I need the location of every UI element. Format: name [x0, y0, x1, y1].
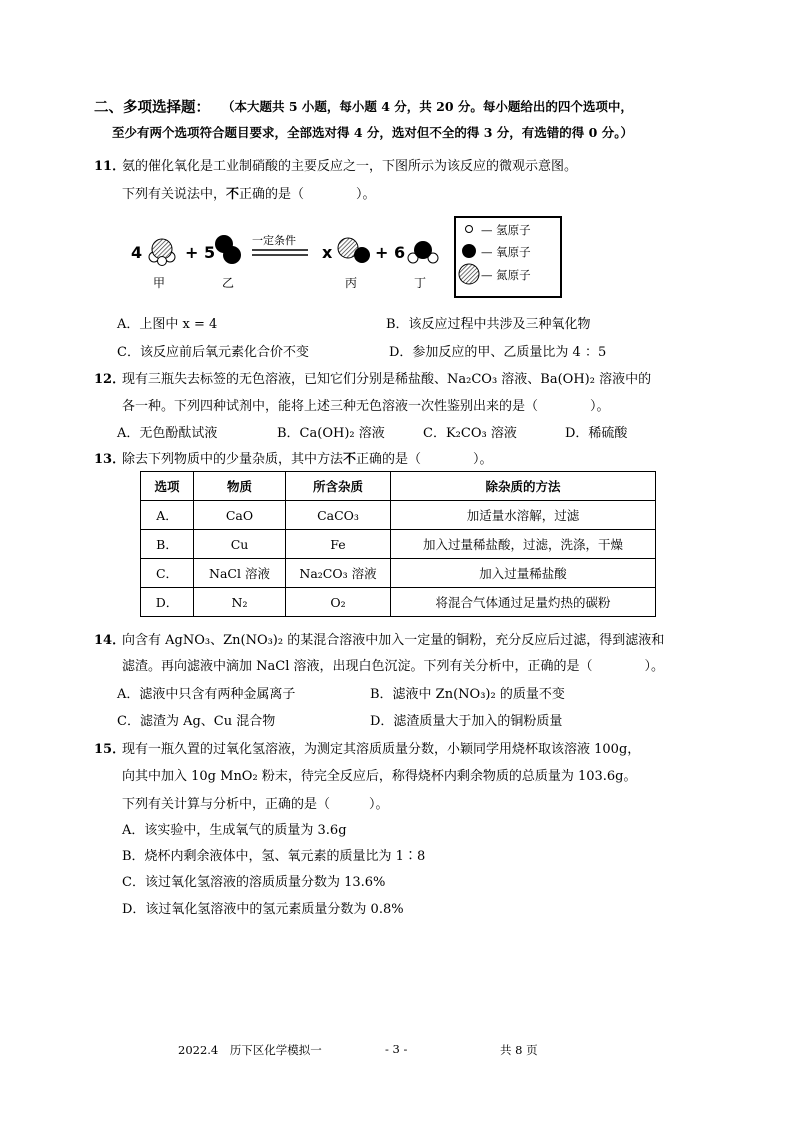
table-cell: CaCO₃ — [286, 501, 391, 530]
coef-bing: x — [322, 243, 333, 262]
q12-option-b: B．Ca(OH)₂ 溶液 — [277, 426, 385, 441]
table-header-row — [141, 472, 656, 501]
q15-option-c: C．该过氧化氢溶液的溶质质量分数为 13.6% — [122, 875, 386, 890]
water-molecule-icon — [405, 236, 441, 266]
section-note-line2: 至少有两个选项符合题目要求，全部选对得 4 分，选对但不全的得 3 分，有选错的得 0 分。） — [112, 125, 633, 140]
table-header-cell: 物质 — [194, 472, 286, 501]
q14-number: 14． — [94, 633, 126, 648]
ammonia-molecule-icon — [144, 236, 180, 266]
q14-option-b: B．滤液中 Zn(NO₃)₂ 的质量不变 — [370, 687, 565, 702]
table-cell: Fe — [286, 530, 391, 559]
q12-option-a: A．无色酚酞试液 — [117, 426, 218, 441]
coef-ding: + 6 — [375, 243, 406, 262]
q14-option-d: D．滤渣质量大于加入的铜粉质量 — [370, 714, 563, 729]
coef-jia: 4 — [131, 243, 143, 262]
q11-option-c: C．该反应前后氧元素化合价不变 — [117, 345, 309, 360]
q14-option-a: A．滤液中只含有两种金属离子 — [117, 687, 296, 702]
nitrogen-atom-icon — [457, 262, 481, 286]
table-cell: 将混合气体通过足量灼热的碳粉 — [391, 588, 656, 617]
q15-option-b: B．烧杯内剩余液体中，氢、氧元素的质量比为 1∶8 — [122, 849, 426, 864]
table-header-cell: 选项 — [141, 472, 194, 501]
q11-option-a: A．上图中 x = 4 — [117, 317, 218, 332]
label-ding: 丁 — [414, 276, 427, 290]
table-cell: Cu — [194, 530, 286, 559]
table-cell: A． — [141, 501, 194, 530]
q11-option-b: B．该反应过程中共涉及三种氧化物 — [386, 317, 591, 332]
equals-arrow — [252, 248, 308, 258]
legend-hydrogen: — 氢原子 — [481, 223, 531, 237]
section-note-line1: （本大题共 5 小题，每小题 4 分，共 20 分。每小题给出的四个选项中， — [222, 99, 633, 114]
reaction-condition: 一定条件 — [252, 234, 296, 247]
table-cell: 加入过量稀盐酸 — [391, 559, 656, 588]
table-cell: CaO — [194, 501, 286, 530]
q14-option-c: C．滤渣为 Ag、Cu 混合物 — [117, 714, 276, 729]
table-header-cell: 除杂质的方法 — [391, 472, 656, 501]
q11-stem-line2: 下列有关说法中，不正确的是（ ）。 — [122, 187, 376, 202]
q11-stem-line1: 氨的催化氧化是工业制硝酸的主要反应之一，下图所示为该反应的微观示意图。 — [122, 159, 578, 174]
legend-nitrogen: — 氮原子 — [481, 268, 531, 282]
table-cell: N₂ — [194, 588, 286, 617]
q15-stem-line2: 向其中加入 10g MnO₂ 粉末，待完全反应后，称得烧杯内剩余物质的总质量为 103.6g。 — [122, 769, 637, 784]
q12-option-d: D．稀硫酸 — [565, 426, 628, 441]
section-title: 二、多项选择题： — [94, 100, 210, 116]
q14-stem-line2: 滤渣。再向滤液中滴加 NaCl 溶液，出现白色沉淀。下列有关分析中，正确的是（ ）。 — [122, 659, 664, 674]
q11-number: 11． — [94, 159, 126, 174]
q12-number: 12． — [94, 372, 126, 387]
q12-stem-line1: 现有三瓶失去标签的无色溶液，已知它们分别是稀盐酸、Na₂CO₃ 溶液、Ba(OH)₂ 溶液中的 — [122, 372, 652, 387]
table-row — [141, 559, 656, 588]
footer-exam-info: 2022.4 历下区化学模拟一 — [178, 1043, 322, 1057]
nitric-oxide-molecule-icon — [335, 235, 375, 267]
table-cell: 加适量水溶解，过滤 — [391, 501, 656, 530]
legend-oxygen: — 氧原子 — [481, 245, 531, 259]
coef-yi: + 5 — [185, 243, 216, 262]
oxygen-atom-icon — [459, 241, 479, 261]
q12-stem-line2: 各一种。下列四种试剂中，能将上述三种无色溶液一次性鉴别出来的是（ ）。 — [122, 399, 610, 414]
oxygen-molecule-icon — [213, 233, 243, 265]
table-cell: C． — [141, 559, 194, 588]
q14-stem-line1: 向含有 AgNO₃、Zn(NO₃)₂ 的某混合溶液中加入一定量的铜粉，充分反应后过滤，得到滤液和 — [122, 633, 665, 648]
table-row — [141, 588, 656, 617]
footer-page-number: - 3 - — [385, 1042, 408, 1056]
q15-number: 15． — [94, 742, 126, 757]
impurity-table — [140, 471, 656, 617]
table-cell: Na₂CO₃ 溶液 — [286, 559, 391, 588]
table-row — [141, 501, 656, 530]
footer-total-pages: 共 8 页 — [500, 1043, 538, 1057]
table-cell: 加入过量稀盐酸，过滤，洗涤，干燥 — [391, 530, 656, 559]
label-jia: 甲 — [153, 276, 166, 290]
q13-number: 13． — [94, 452, 126, 467]
label-yi: 乙 — [222, 276, 235, 290]
q13-stem: 除去下列物质中的少量杂质，其中方法不正确的是（ ）。 — [122, 452, 493, 467]
table-row — [141, 530, 656, 559]
q15-option-d: D．该过氧化氢溶液中的氢元素质量分数为 0.8% — [122, 902, 404, 917]
table-cell: O₂ — [286, 588, 391, 617]
q11-option-d: D．参加反应的甲、乙质量比为 4 ：5 — [389, 345, 607, 360]
label-bing: 丙 — [345, 276, 358, 290]
q12-option-c: C．K₂CO₃ 溶液 — [423, 426, 517, 441]
table-header-cell: 所含杂质 — [286, 472, 391, 501]
q15-option-a: A．该实验中，生成氧气的质量为 3.6g — [122, 823, 347, 838]
table-cell: D． — [141, 588, 194, 617]
q15-stem-line3: 下列有关计算与分析中，正确的是（ ）。 — [122, 797, 389, 812]
q15-stem-line1: 现有一瓶久置的过氧化氢溶液，为测定其溶质质量分数，小颖同学用烧杯取该溶液 100g， — [122, 742, 641, 757]
table-cell: B． — [141, 530, 194, 559]
hydrogen-atom-icon — [463, 223, 481, 235]
table-cell: NaCl 溶液 — [194, 559, 286, 588]
